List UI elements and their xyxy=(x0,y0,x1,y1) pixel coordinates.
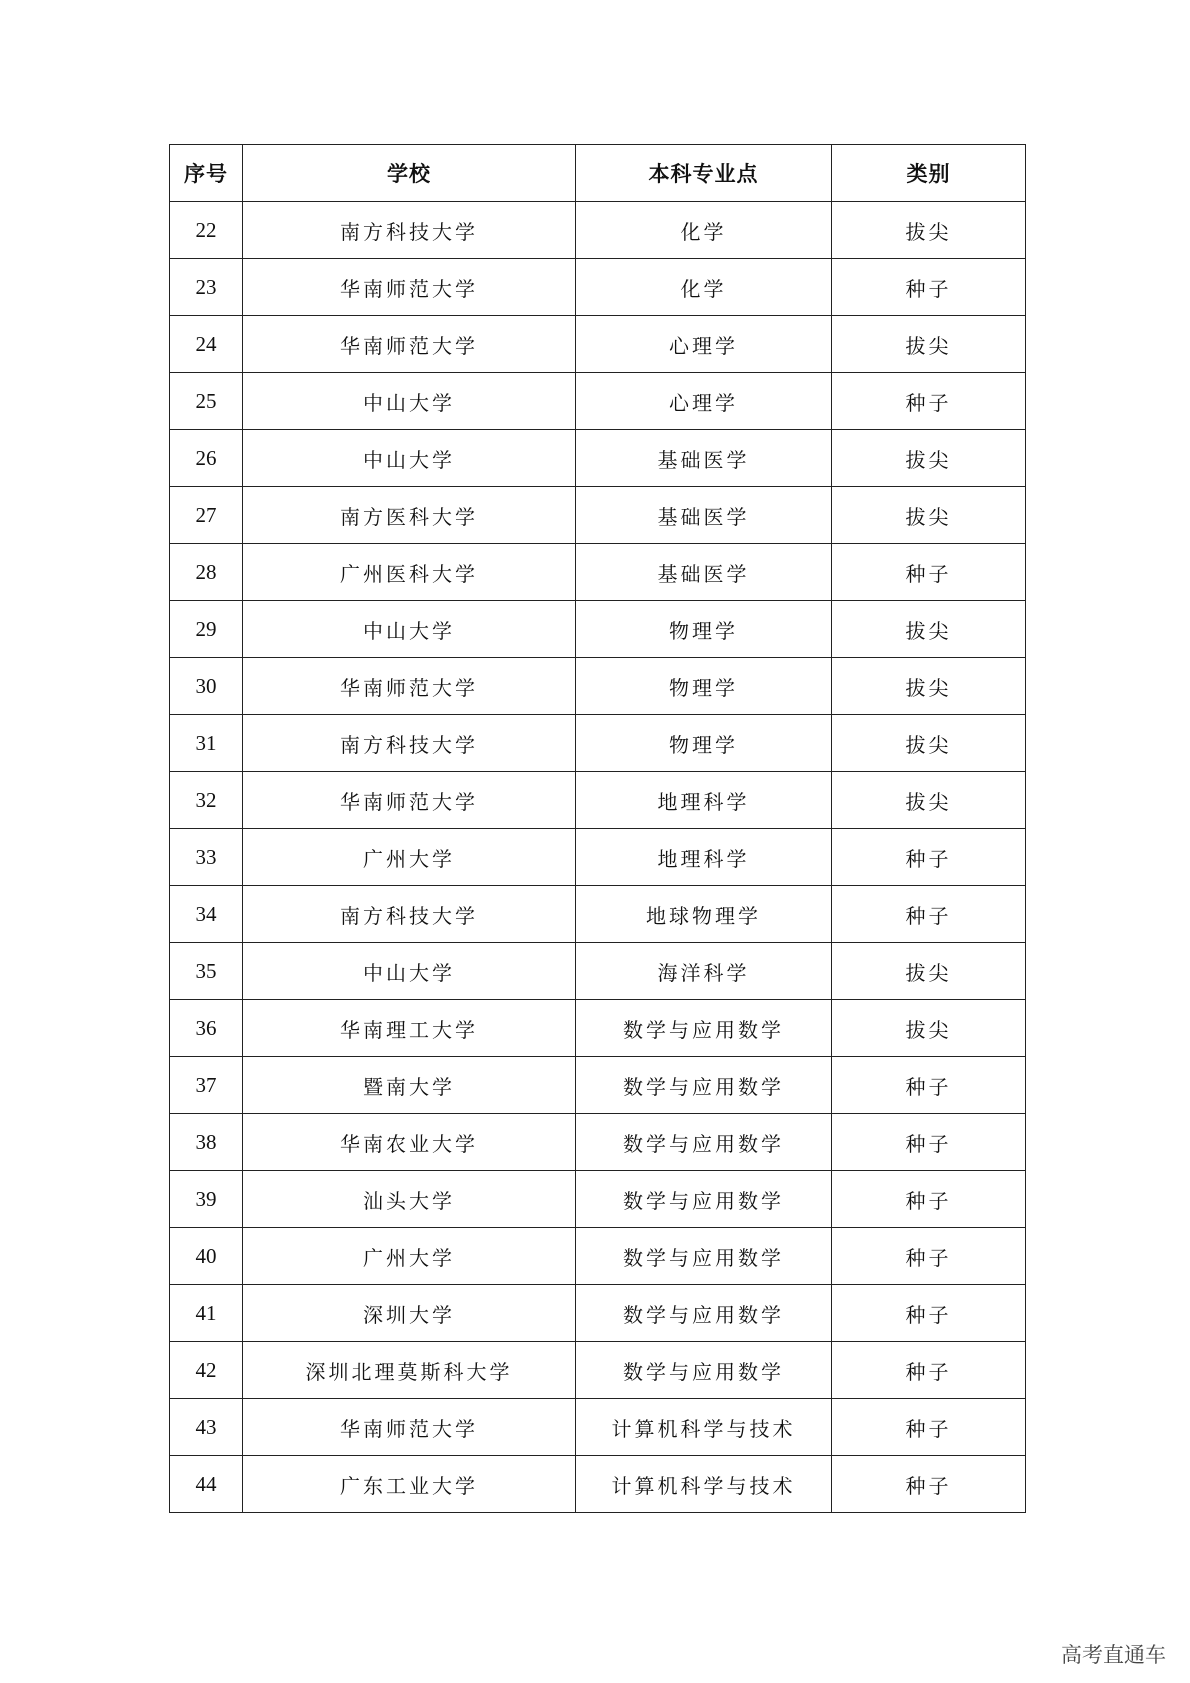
table-row xyxy=(170,1171,1026,1228)
cell-category: 种子 xyxy=(832,373,1026,430)
cell-school: 华南理工大学 xyxy=(243,1000,576,1057)
cell-major: 基础医学 xyxy=(576,430,832,487)
cell-school: 华南师范大学 xyxy=(243,772,576,829)
cell-school: 华南农业大学 xyxy=(243,1114,576,1171)
cell-major: 数学与应用数学 xyxy=(576,1000,832,1057)
cell-index: 37 xyxy=(170,1057,243,1114)
table-row xyxy=(170,1057,1026,1114)
cell-category: 拔尖 xyxy=(832,772,1026,829)
cell-category: 拔尖 xyxy=(832,1000,1026,1057)
table-row xyxy=(170,829,1026,886)
cell-index: 28 xyxy=(170,544,243,601)
table-row xyxy=(170,943,1026,1000)
cell-category: 拔尖 xyxy=(832,202,1026,259)
cell-category: 种子 xyxy=(832,1171,1026,1228)
cell-category: 拔尖 xyxy=(832,487,1026,544)
cell-category: 种子 xyxy=(832,886,1026,943)
table-row xyxy=(170,658,1026,715)
table-row xyxy=(170,202,1026,259)
table-row xyxy=(170,259,1026,316)
cell-index: 36 xyxy=(170,1000,243,1057)
cell-major: 心理学 xyxy=(576,373,832,430)
table-row xyxy=(170,430,1026,487)
cell-index: 25 xyxy=(170,373,243,430)
cell-major: 基础医学 xyxy=(576,487,832,544)
cell-category: 拔尖 xyxy=(832,658,1026,715)
cell-index: 31 xyxy=(170,715,243,772)
cell-school: 华南师范大学 xyxy=(243,1399,576,1456)
cell-category: 种子 xyxy=(832,259,1026,316)
table-row xyxy=(170,772,1026,829)
cell-index: 38 xyxy=(170,1114,243,1171)
cell-category: 种子 xyxy=(832,829,1026,886)
cell-category: 拔尖 xyxy=(832,430,1026,487)
cell-school: 中山大学 xyxy=(243,373,576,430)
cell-school: 中山大学 xyxy=(243,601,576,658)
cell-school: 中山大学 xyxy=(243,430,576,487)
cell-school: 暨南大学 xyxy=(243,1057,576,1114)
cell-school: 华南师范大学 xyxy=(243,259,576,316)
cell-category: 种子 xyxy=(832,1399,1026,1456)
cell-major: 地理科学 xyxy=(576,772,832,829)
cell-major: 计算机科学与技术 xyxy=(576,1456,832,1513)
table-row xyxy=(170,1456,1026,1513)
cell-category: 种子 xyxy=(832,1114,1026,1171)
cell-major: 化学 xyxy=(576,259,832,316)
cell-index: 43 xyxy=(170,1399,243,1456)
cell-index: 41 xyxy=(170,1285,243,1342)
cell-index: 29 xyxy=(170,601,243,658)
cell-school: 深圳大学 xyxy=(243,1285,576,1342)
cell-school: 广州医科大学 xyxy=(243,544,576,601)
cell-index: 22 xyxy=(170,202,243,259)
cell-major: 海洋科学 xyxy=(576,943,832,1000)
cell-category: 种子 xyxy=(832,1342,1026,1399)
header-category: 类别 xyxy=(832,145,1026,202)
table-body xyxy=(170,202,1026,1513)
header-school: 学校 xyxy=(243,145,576,202)
table-row xyxy=(170,373,1026,430)
cell-category: 种子 xyxy=(832,544,1026,601)
cell-index: 34 xyxy=(170,886,243,943)
cell-school: 中山大学 xyxy=(243,943,576,1000)
cell-index: 26 xyxy=(170,430,243,487)
cell-school: 广州大学 xyxy=(243,1228,576,1285)
header-major: 本科专业点 xyxy=(576,145,832,202)
cell-major: 数学与应用数学 xyxy=(576,1057,832,1114)
cell-major: 数学与应用数学 xyxy=(576,1342,832,1399)
cell-category: 拔尖 xyxy=(832,715,1026,772)
cell-school: 南方科技大学 xyxy=(243,886,576,943)
cell-index: 35 xyxy=(170,943,243,1000)
cell-major: 心理学 xyxy=(576,316,832,373)
cell-major: 数学与应用数学 xyxy=(576,1228,832,1285)
table-row xyxy=(170,1000,1026,1057)
cell-index: 27 xyxy=(170,487,243,544)
cell-school: 华南师范大学 xyxy=(243,658,576,715)
cell-index: 33 xyxy=(170,829,243,886)
cell-category: 种子 xyxy=(832,1456,1026,1513)
cell-category: 拔尖 xyxy=(832,316,1026,373)
table-header-row xyxy=(170,145,1026,202)
cell-index: 23 xyxy=(170,259,243,316)
cell-school: 广州大学 xyxy=(243,829,576,886)
cell-major: 物理学 xyxy=(576,715,832,772)
cell-category: 拔尖 xyxy=(832,943,1026,1000)
cell-index: 44 xyxy=(170,1456,243,1513)
table-row xyxy=(170,487,1026,544)
cell-school: 深圳北理莫斯科大学 xyxy=(243,1342,576,1399)
cell-school: 广东工业大学 xyxy=(243,1456,576,1513)
watermark-text: 高考直通车 xyxy=(1061,1643,1166,1667)
cell-major: 地理科学 xyxy=(576,829,832,886)
cell-school: 华南师范大学 xyxy=(243,316,576,373)
cell-school: 南方医科大学 xyxy=(243,487,576,544)
cell-category: 拔尖 xyxy=(832,601,1026,658)
table-row xyxy=(170,886,1026,943)
header-index: 序号 xyxy=(170,145,243,202)
table-row xyxy=(170,316,1026,373)
table-row xyxy=(170,1285,1026,1342)
cell-index: 32 xyxy=(170,772,243,829)
table-row xyxy=(170,601,1026,658)
cell-category: 种子 xyxy=(832,1285,1026,1342)
cell-category: 种子 xyxy=(832,1057,1026,1114)
table-row xyxy=(170,1399,1026,1456)
cell-major: 基础医学 xyxy=(576,544,832,601)
cell-major: 物理学 xyxy=(576,658,832,715)
table-row xyxy=(170,715,1026,772)
cell-school: 南方科技大学 xyxy=(243,202,576,259)
cell-index: 40 xyxy=(170,1228,243,1285)
cell-school: 汕头大学 xyxy=(243,1171,576,1228)
table-row xyxy=(170,1114,1026,1171)
table-row xyxy=(170,1342,1026,1399)
schools-table xyxy=(169,144,1026,1513)
table-row xyxy=(170,544,1026,601)
cell-major: 数学与应用数学 xyxy=(576,1171,832,1228)
cell-school: 南方科技大学 xyxy=(243,715,576,772)
cell-major: 地球物理学 xyxy=(576,886,832,943)
cell-major: 数学与应用数学 xyxy=(576,1114,832,1171)
cell-major: 物理学 xyxy=(576,601,832,658)
cell-index: 42 xyxy=(170,1342,243,1399)
cell-index: 30 xyxy=(170,658,243,715)
table-row xyxy=(170,1228,1026,1285)
cell-major: 化学 xyxy=(576,202,832,259)
cell-index: 39 xyxy=(170,1171,243,1228)
cell-major: 计算机科学与技术 xyxy=(576,1399,832,1456)
cell-major: 数学与应用数学 xyxy=(576,1285,832,1342)
cell-category: 种子 xyxy=(832,1228,1026,1285)
cell-index: 24 xyxy=(170,316,243,373)
